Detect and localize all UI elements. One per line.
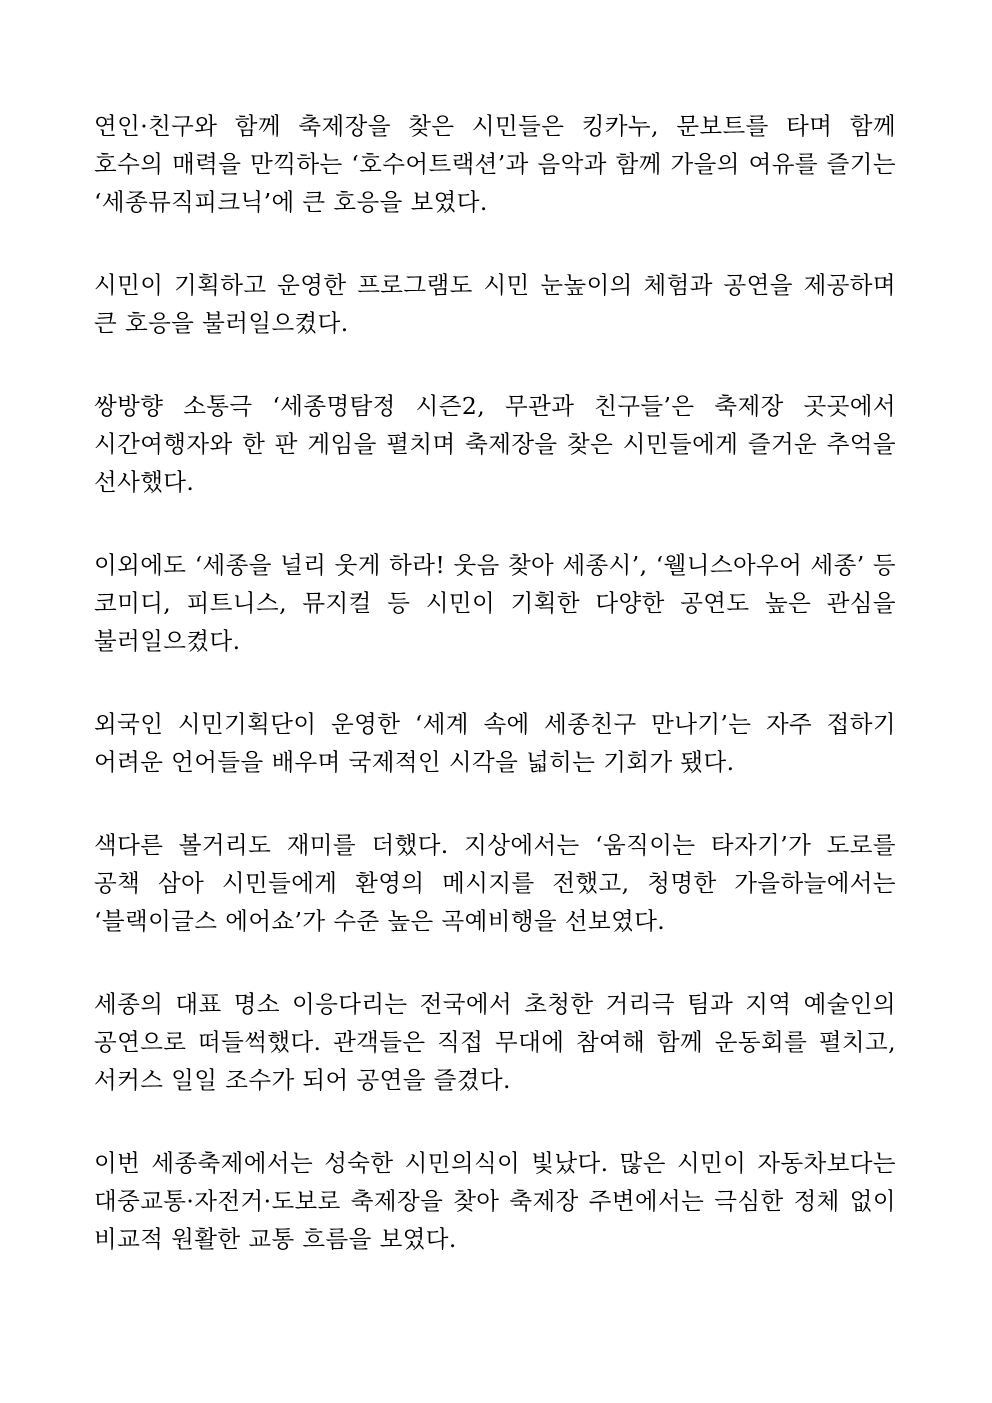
paragraph-6: 색다른 볼거리도 재미를 더했다. 지상에서는 ‘움직이는 타자기’가 도로를 공책 삼아 시민들에게 환영의 메시지를 전했고, 청명한 가을하늘에서는 ‘블랙이글스 에어쇼’가 수준 높은 곡예비행을 선보였다. bbox=[94, 831, 896, 935]
paragraph-3: 쌍방향 소통극 ‘세종명탐정 시즌2, 무관과 친구들’은 축제장 곳곳에서 시간여행자와 한 판 게임을 펼치며 축제장을 찾은 시민들에게 즐거운 추억을 선사했다. bbox=[94, 392, 896, 496]
paragraph-7: 세종의 대표 명소 이응다리는 전국에서 초청한 거리극 팀과 지역 예술인의 공연으로 떠들썩했다. 관객들은 직접 무대에 참여해 함께 운동회를 펼치고, 서커스 일일 조수가 되어 공연을 즐겼다. bbox=[94, 990, 896, 1094]
document-body bbox=[94, 107, 896, 1303]
paragraph-2: 시민이 기획하고 운영한 프로그램도 시민 눈높이의 체험과 공연을 제공하며 큰 호응을 불러일으켰다. bbox=[94, 271, 896, 337]
paragraph-1: 연인·친구와 함께 축제장을 찾은 시민들은 킹카누, 문보트를 타며 함께 호수의 매력을 만끽하는 ‘호수어트랙션’과 음악과 함께 가을의 여유를 즐기는 ‘세종뮤직피크닉’에 큰 호응을 보였다. bbox=[94, 112, 896, 216]
paragraph-8: 이번 세종축제에서는 성숙한 시민의식이 빛났다. 많은 시민이 자동차보다는 대중교통·자전거·도보로 축제장을 찾아 축제장 주변에서는 극심한 정체 없이 비교적 원활한 교통 흐름을 보였다. bbox=[94, 1149, 896, 1253]
paragraph-4: 이외에도 ‘세종을 널리 웃게 하라! 웃음 찾아 세종시’, ‘웰니스아우어 세종’ 등 코미디, 피트니스, 뮤지컬 등 시민이 기획한 다양한 공연도 높은 관심을 불러일으켰다. bbox=[94, 551, 896, 655]
paragraph-5: 외국인 시민기획단이 운영한 ‘세계 속에 세종친구 만나기’는 자주 접하기 어려운 언어들을 배우며 국제적인 시각을 넓히는 기회가 됐다. bbox=[94, 710, 896, 776]
